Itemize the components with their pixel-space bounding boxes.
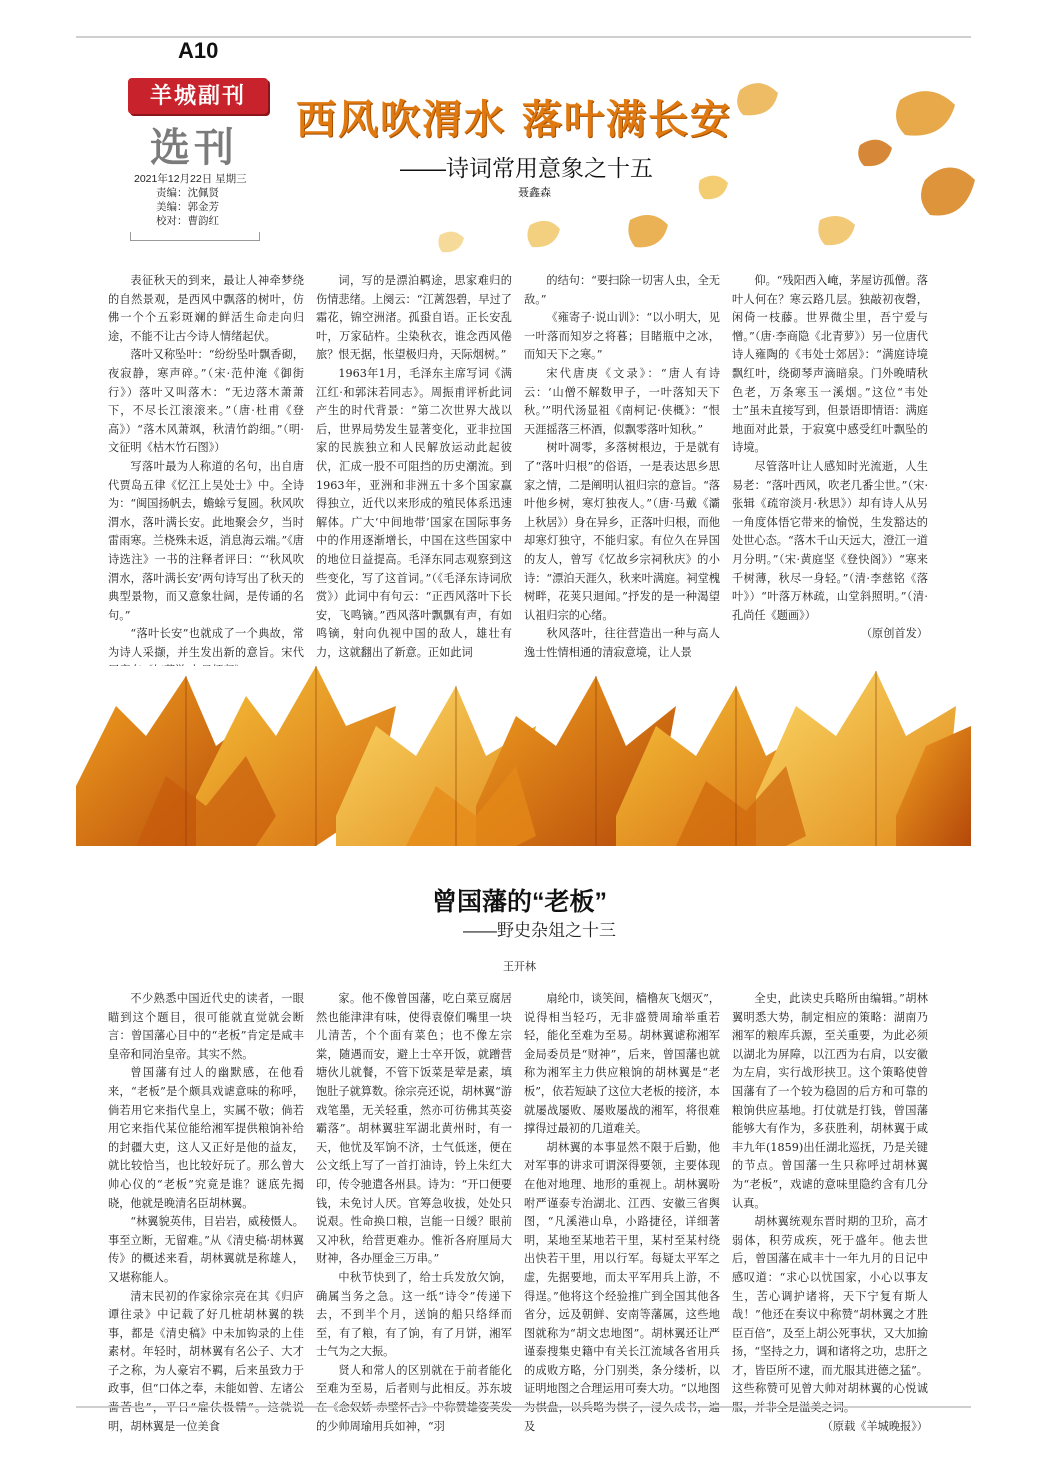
paragraph: 词，写的是漂泊羁途，思家难归的伤情悲绪。上阕云：“江蓠怨碧，早过了霜花，锦空洲渚。孤蛩自语。正长安乱叶，万家砧杵。尘染秋衣，谁念西风倦旅？恨无据，怅望极归舟，天际烟树。” — [316, 274, 512, 362]
paragraph: 全史，此读史兵略所由编辑。”胡林翼明悉大势，制定相应的策略：湖南乃湘军的粮库兵源，至关重要，为此必须以湖北为屏障，以江西为右肩，以安徽为左肩，实行战形挟卫。这个策略使曾国藩有了一个较为稳固的后方和可靠的粮饷供应基地。打仗就是打钱，曾国藩能够大有作为，多获胜利，胡林翼于咸丰九年(1859)出任湖北巡抚，乃是关键的节点。曾国藩一生只称呼过胡林翼为“老板”，戏谑的意味里隐约含有几分认真。 — [732, 992, 928, 1210]
paragraph: 的结句：“要扫除一切害人虫，全无敌。” — [524, 274, 720, 306]
paragraph: 胡林翼的本事显然不限于后勤，他对军事的讲求可谓深得要领，主要体现在他对地理、地形的重视上。胡林翼吩咐严谨泰专治湖北、江西、安徽三省舆图，“凡溪港山阜，小路捷径，详细著明，某地至某地若干里，某村至某村绕出快若干里，用以行军。每疑太平军之虚，先据要地，而太平军用兵上游，不得逞。”他将这个经验推广到全国其他各省分，远及朝鲜、安南等藩属，这些地图就称为“胡文忠地图”。胡林翼还让严谨泰搜集史籍中有关长江流域各省用兵的成败方略，分门别类，条分缕析，以证明地图之合理运用可奏大功。“以地图 及 — [524, 1140, 720, 1433]
article2-column-3 — [524, 990, 720, 1433]
paragraph: “林翼貌英伟，目岩岩，威稜慑人。事至立断，无留难。”从《清史稿·胡林翼传》的概述来看，胡林翼就是称雄人，又堪称能人。 — [108, 1215, 304, 1284]
proofreader: 校对：曹韵红 — [156, 215, 219, 227]
source-note: （原载《羊城晚报》） — [821, 1419, 928, 1433]
page-number: A10 — [178, 38, 219, 63]
article1-author: 聂鑫森 — [518, 186, 551, 199]
paragraph: 扇纶巾，谈笑间，樯橹灰飞烟灭”，说得相当轻巧，无非盛赞周瑜举重若轻，能化至难为至易。胡林翼谑称湘军金局委员是“财神”，后来，曾国藩也就称为湘军主力供应粮饷的胡林翼是“老板”，依若短缺了这位大老板的接济，本就屡战屡败、屡败屡战的湘军，将很难撑得过最初的几道难关。 — [524, 992, 720, 1136]
paragraph: “落叶长安”也就成了一个典故，常为诗人采撷，并生发出新的意旨。宋代 — [108, 627, 304, 659]
source-note: （原创首发） — [860, 627, 928, 641]
article1-title: 西风吹渭水 落叶满长安 — [296, 96, 732, 143]
paragraph: 贤人和常人的区别就在于前者能化至难为至易，后者则与此相反。苏东坡 的少帅周瑜用兵如神，“羽 — [316, 1363, 512, 1433]
article1-column-1 — [108, 272, 304, 659]
article2-column-2 — [316, 990, 512, 1433]
paragraph: 写落叶最为人称道的名句，出自唐代贾岛五律《忆江上吴处士》中。全诗为：“闽国扬帆去，蟾蜍亏复圆。秋风吹渭水，落叶满长安。此地聚会夕，当时雷雨寒。兰桡殊未返，消息海云端。”《唐诗选注》一书的注释者评曰：“‘秋风吹渭水，落叶满长安’两句诗写出了秋天的典型景物，而又意象壮阔，是传诵的名句。” — [108, 459, 304, 622]
paragraph: 落叶又称坠叶：“纷纷坠叶飘香砌，夜寂静，寒声碎。”（宋·范仲淹《御街行》）落叶又叫落木：“无边落木萧萧下，不尽长江滚滚来。”（唐·杜甫《登高》）“落木风萧飒，秋清竹韵细。”（明·文征明《枯木竹石图》） — [108, 348, 304, 455]
paragraph: 不少熟悉中国近代史的读者，一眼瞄到这个题目，很可能就直觉就会断言：曾国藩心目中的“老板”肯定是咸丰皇帝和同治皇帝。其实不然。 — [108, 992, 304, 1061]
paragraph: 仰。“残阳西入崦，茅屋访孤僧。落叶人何在？寒云路几层。独敲初夜磬，闲倚一枝藤。世界微尘里，吾宁爱与憎。”（唐·李商隐《北青萝》）另一位唐代诗人雍陶的《韦处士郊居》：“满庭诗境飘红叶，绕砌琴声滴暗泉。门外晚晴秋色老，万条寒玉一溪烟。”这位“韦处士”虽未直接写到，但景语即情语：满庭地面对此景，于寂寞中感受红叶飘坠的诗境。 — [732, 274, 928, 455]
paragraph: 《雍寄子·说山训》：“以小明大，见一叶落而知岁之将暮；目睹瓶中之冰，而知天下之寒。” — [524, 311, 720, 362]
article1-column-2 — [316, 272, 512, 659]
issue-date: 2021年12月22日 星期三 — [134, 173, 247, 185]
article2-title: 曾国藩的“老板” — [431, 888, 607, 916]
paragraph: 胡林翼统观东晋时期的卫玠，高才弱体，积劳成疾，死于盛年。他去世后，曾国藩在咸丰十一年九月的日记中感叹道：“求心以忧国家，小心以事友生，苦心调护诸将，天下宁复有斯人哉！”他还在奏议中称赞“胡林翼之才胜臣百倍”，及至上胡公死事状，又大加揄扬，“坚持之力，调和诸将之功，忠肝之才，皆臣所不逮，而尤服其进德之猛”。这些称赞可见曾大帅对胡林翼的心悦诚 — [732, 1215, 928, 1396]
paragraph: 秋风落叶，往往营造出一种与高人逸士性情相通的清寂意境，让人景 — [524, 627, 720, 659]
paragraph: 尽管落叶让人感知时光流逝，人生易老：“落叶西风，吹老几番尘世。”（宋·张辑《疏帘淡月·秋思》）却有诗人从另一角度体悟它带来的愉悦，生发豁达的处世心态。“落木千山天远大，澄江一道月分明。”（宋·黄庭坚《登快阁》）“寒来千树薄，秋尽一身轻。”（清·李慈铭《落叶》）“叶落万林疏，山堂斜照明。”（清·孔尚任《题画》） — [732, 459, 928, 622]
paragraph: 表征秋天的到来，最让人神牵梦绕的自然景观，是西风中飘落的树叶，仿佛一个个五彩斑斓的鲜活生命走向归途，不能不让古今诗人情绪起伏。 — [108, 274, 304, 343]
paragraph: 家。他不像曾国藩，吃白菜豆腐居然也能津津有味，使得袁僚们嘴里一块儿清苦，个个面有菜色；也不像左宗棠，随遇而安，避上士卒开饭，就蹭营塘伙儿就餐，不管下饭菜是荤是素，填饱肚子就算数。徐宗亮还说，胡林翼“游戏笔墨，无关轻重，然亦可彷佛其英姿霸落”。胡林翼驻军湖北黄州时，有一天，他忧及军饷不济，士气低迷，便在公文纸上写了一首打油诗，钤上朱红大印，传令驰遣各州县。诗为：“开口便要钱，未免讨人厌。官筹急收拔，处处只说艰。性命换口粮，岂能一日缓？眼前又冲秋，给营更难办。惟祈各府厘局大财神，各办厘金三万串。” — [316, 992, 512, 1266]
art-editor: 美编：郭金芳 — [156, 201, 219, 213]
paragraph: 宋代唐庚《文录》：“唐人有诗云：‘山僧不解数甲子，一叶落知天下秋。’”明代汤显祖《南柯记·侠概》：“恨天涯摇落三杯酒，似飘零落叶知秋。” — [524, 366, 720, 436]
article1-column-4 — [732, 272, 928, 656]
editor: 责编：沈佩贤 — [156, 187, 219, 199]
article1-column-3 — [524, 272, 720, 659]
article2-author: 王开林 — [503, 960, 536, 973]
paragraph: 树叶凋零，多落树根边，于是就有了“落叶归根”的俗语，一是表达思乡思家之情，二是阐明认祖归宗的意旨。“落叶他乡树，寒灯独夜人。”（唐·马戴《灞上秋居》）身在异乡，正落叶归根，而他却寒灯独守，不能归家。有位久在异国的友人，曾写《忆故乡宗祠秋庆》的小诗：“漂泊天涯久，秋来叶满庭。祠堂槐树畔，花荚只迴闻。”抒发的是一种渴望认祖归宗的心绪。 — [524, 441, 720, 622]
paragraph: 中秋节快到了，给士兵发放欠饷，确属当务之急。这一纸“诗令”传递下去，不到半个月，送饷的船只络绎而至，有了粮，有了饷，有了月饼，湘军士气为之大振。 — [316, 1270, 512, 1359]
bottom-rule — [76, 1406, 971, 1408]
paragraph: 1963年1月，毛泽东主席写词《满江红·和郭沫若同志》。周振甫评析此词产生的时代背景：“第二次世界大战以后，世界局势发生显著变化，亚非拉国家的民族独立和人民解放运动此起彼伏，汇成一股不可阻挡的历史潮流。到1963年，亚洲和非洲五十多个国家赢得独立，近代以来形成的殖民体系迅速解体。广大‘中间地带’国家在国际事务中的作用逐渐增长，中国在这些国家中的地位日益提高。毛泽东同志观察到这些变化，写了这首词。”（《毛泽东诗词欣赏》）此词中有句云：“正西风落叶下长安，飞鸣镝。”西风落叶飘飘有声，有如鸣镝，射向仇视中国的敌人，雄壮有力，这就翻出了新意。正如此词 — [316, 366, 512, 659]
meta-bracket — [130, 232, 260, 241]
section-title: 选刊 — [150, 124, 238, 171]
article2-column-1 — [108, 990, 304, 1433]
issue-meta — [134, 172, 274, 228]
masthead-logo: 羊城副刊 — [128, 78, 268, 114]
article1-subtitle: ——诗词常用意象之十五 — [400, 155, 653, 181]
article2-subtitle: ——野史杂俎之十三 — [463, 921, 616, 940]
autumn-leaves-banner — [76, 666, 971, 846]
paragraph: 清末民初的作家徐宗亮在其《归庐谭往录》中记载了好几桩胡林翼的轶事，都是《清史稿》中未加钩录的上佳素材。年轻时，胡林翼有名公子、大才子之称，为人豪宕不羁，后来虽致力于政事，但“口体之奉，未能如曾、左诸公 明，胡林翼是一位美食 — [108, 1289, 304, 1433]
article2-column-4 — [732, 990, 928, 1433]
paragraph: 曾国藩有过人的幽默感，在他看来，“老板”是个颇具戏谑意味的称呼，倘若用它来指代皇上，实属不敬；倘若用它来指代某位能给湘军提供粮饷补给的封疆大吏，这人又正好是他的益友，就比较恰当，也比较好玩了。那么曾大帅心仪的“老板”究竟是谁？谜底先揭晓，他就是晚清名臣胡林翼。 — [108, 1066, 304, 1210]
